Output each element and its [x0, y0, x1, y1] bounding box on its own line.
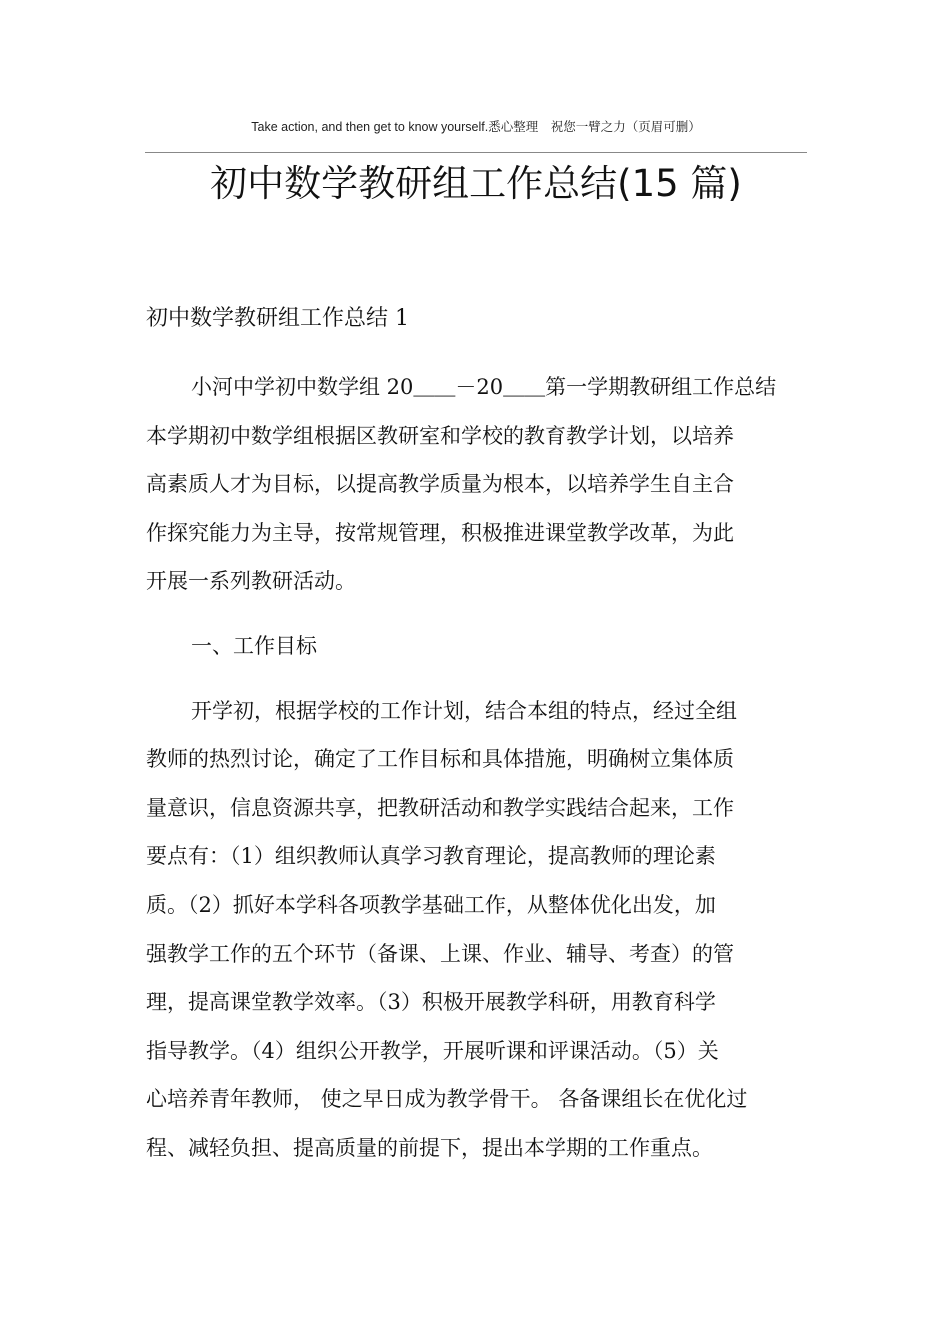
header-divider	[145, 152, 807, 153]
document-title: 初中数学教研组工作总结(15 篇)	[210, 162, 742, 205]
paragraph-line: 指导教学。（4）组织公开教学，开展听课和评课活动。（5）关	[146, 1038, 719, 1063]
page-header-text: Take action, and then get to know yourself.悉心整理 祝您一臂之力（页眉可删）	[251, 120, 701, 134]
paragraph-line: 作探究能力为主导，按常规管理，积极推进课堂教学改革，为此	[146, 520, 734, 545]
paragraph-spacer	[146, 671, 808, 687]
subheading-work-goals: 一、工作目标	[191, 633, 317, 658]
paragraph-line: 理，提高课堂教学效率。（3）积极开展教学科研，用教育科学	[146, 990, 716, 1015]
paragraph-2	[146, 687, 808, 1173]
paragraph-line: 小河中学初中数学组 20＿＿－20＿＿第一学期教研组工作总结	[191, 375, 777, 399]
section-heading: 初中数学教研组工作总结 1	[146, 306, 409, 331]
paragraph-line: 程、减轻负担、提高质量的前提下，提出本学期的工作重点。	[146, 1135, 713, 1160]
paragraph-line: 要点有：（1）组织教师认真学习教育理论，提高教师的理论素	[146, 844, 716, 869]
paragraph-line: 教师的热烈讨论，确定了工作目标和具体措施，明确树立集体质	[146, 747, 734, 772]
paragraph-line: 本学期初中数学组根据区教研室和学校的教育教学计划，以培养	[146, 423, 734, 448]
paragraph-line: 强教学工作的五个环节（备课、上课、作业、辅导、考查）的管	[146, 941, 734, 966]
paragraph-1	[146, 363, 808, 606]
document-body	[146, 363, 808, 1173]
paragraph-line: 高素质人才为目标，以提高教学质量为根本，以培养学生自主合	[146, 472, 734, 497]
paragraph-line: 心培养青年教师， 使之早日成为教学骨干。 各备课组长在优化过	[146, 1087, 748, 1112]
paragraph-spacer	[146, 606, 808, 622]
paragraph-line: 质。（2）抓好本学科各项教学基础工作，从整体优化出发，加	[146, 892, 716, 917]
paragraph-line: 开学初，根据学校的工作计划，结合本组的特点，经过全组	[191, 698, 737, 723]
paragraph-line: 开展一系列教研活动。	[146, 569, 356, 594]
paragraph-line: 量意识，信息资源共享，把教研活动和教学实践结合起来，工作	[146, 795, 734, 820]
